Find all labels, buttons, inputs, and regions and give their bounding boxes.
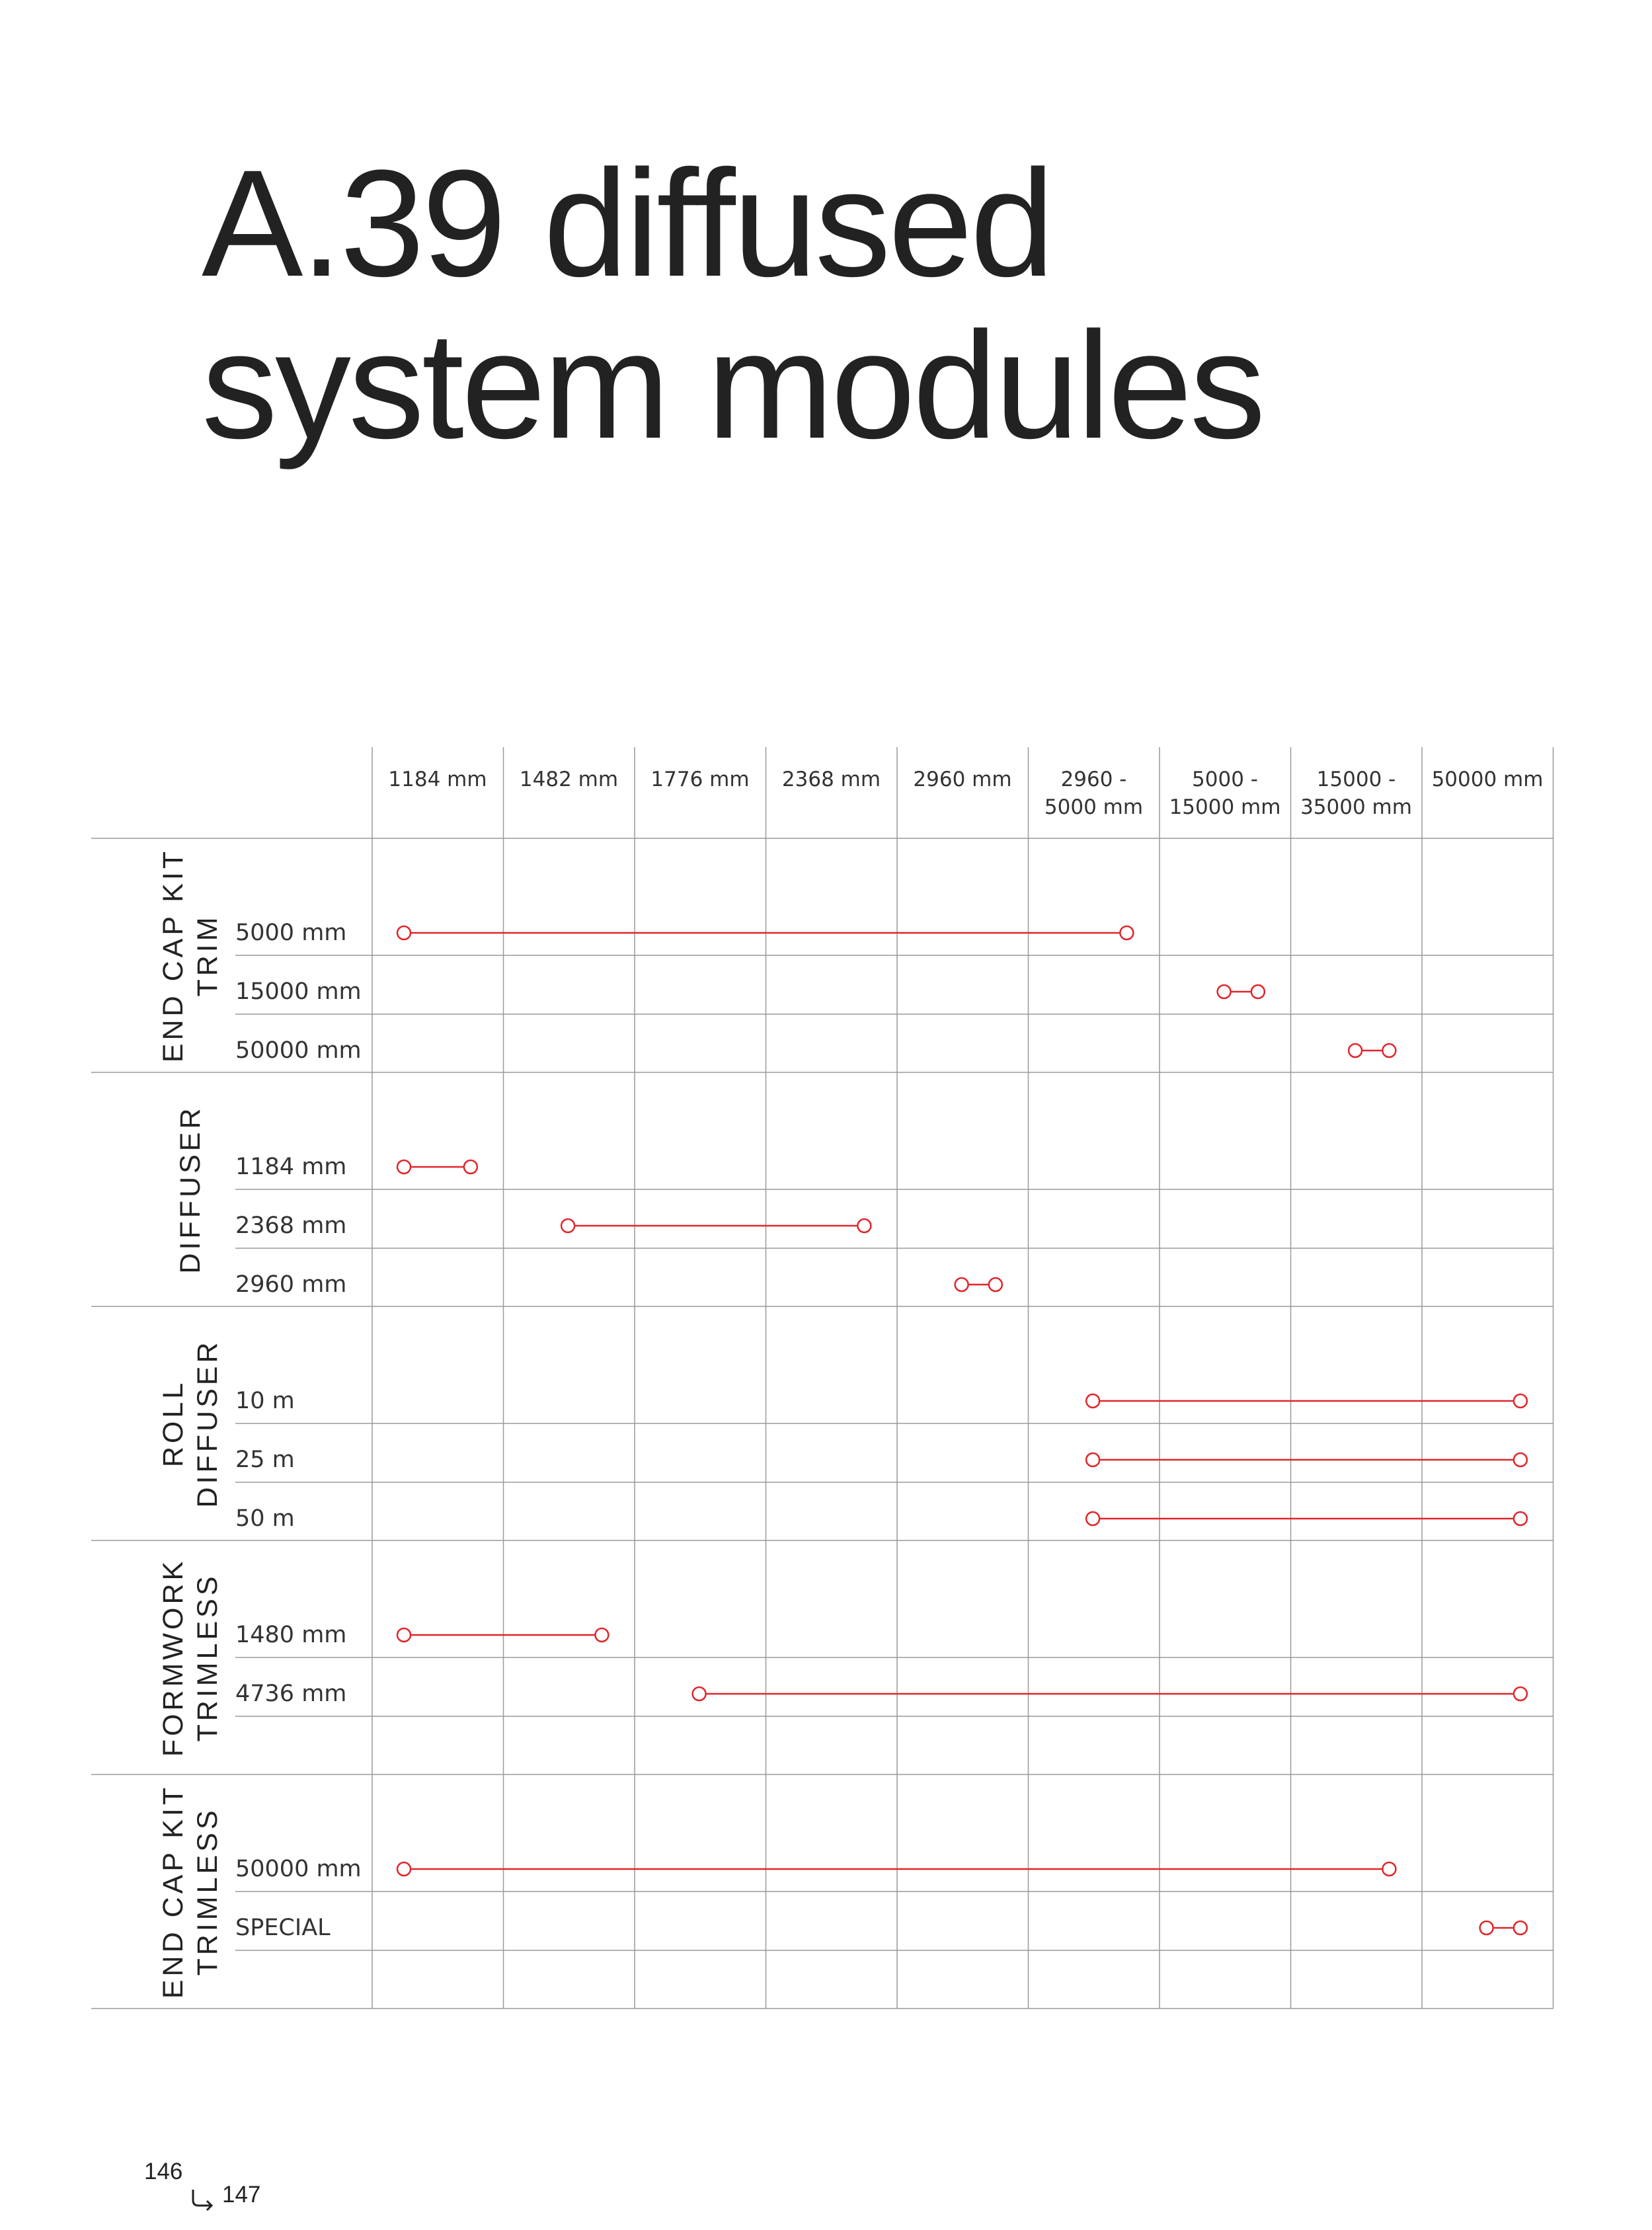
row-label: 50000 mm [235, 1856, 362, 1882]
column-header [897, 766, 1028, 793]
group-label-line: END CAP KIT [157, 1784, 189, 1999]
range-end-marker [1514, 1394, 1527, 1408]
column-header-line: 5000 mm [1044, 795, 1144, 819]
group-label-text [156, 848, 225, 1062]
row-label: 25 m [235, 1447, 295, 1473]
group-label-text [156, 1339, 225, 1508]
group-label-line: FORMWORK [157, 1558, 189, 1757]
column-header-line: 35000 mm [1300, 795, 1412, 819]
range-start-marker [1349, 1044, 1362, 1057]
column-header-line: 1184 mm [388, 768, 487, 791]
row-label: 1480 mm [235, 1622, 347, 1648]
group-label-text [156, 1784, 225, 1999]
next-page-number: 147 [222, 2182, 261, 2208]
column-header [372, 766, 503, 793]
column-header-line: 5000 - [1192, 768, 1258, 791]
column-header-line: 50000 mm [1431, 768, 1544, 791]
group-label-line: TRIMLESS [192, 1807, 223, 1976]
group-label-text [173, 1105, 208, 1274]
row-label: 2368 mm [235, 1213, 347, 1239]
row-label: 1184 mm [235, 1154, 347, 1180]
row-label: 50 m [235, 1505, 295, 1532]
group-label-line: TRIM [192, 914, 223, 997]
range-end-marker [464, 1160, 477, 1174]
range-end-marker [1382, 1044, 1396, 1057]
return-arrow-icon [189, 2187, 216, 2213]
range-end-marker [595, 1628, 608, 1642]
range-end-marker [1514, 1687, 1527, 1700]
row-label: 15000 mm [235, 978, 362, 1005]
group-label-line: TRIMLESS [192, 1573, 223, 1742]
title-line-1: A.39 diffused [202, 138, 1052, 308]
range-end-marker [1251, 985, 1265, 998]
range-start-marker [1480, 1921, 1493, 1934]
row-label: 10 m [235, 1388, 295, 1414]
title-line-2: system modules [202, 300, 1263, 470]
range-end-marker [1382, 1862, 1396, 1876]
column-header [1291, 766, 1422, 821]
range-end-marker [857, 1219, 871, 1232]
column-header [766, 766, 897, 793]
range-start-marker [397, 1862, 411, 1876]
group-label-line: ROLL [157, 1379, 189, 1468]
column-header-line: 1776 mm [650, 768, 750, 791]
group-label-line: DIFFUSER [175, 1105, 206, 1274]
range-start-marker [1218, 985, 1231, 998]
range-end-marker [1514, 1921, 1527, 1934]
range-end-marker [1514, 1512, 1527, 1525]
column-header-line: 2960 - [1060, 768, 1127, 791]
range-start-marker [397, 1160, 411, 1174]
row-label: 4736 mm [235, 1681, 347, 1707]
range-end-marker [1514, 1453, 1527, 1466]
range-start-marker [561, 1219, 574, 1232]
range-start-marker [693, 1687, 706, 1700]
range-start-marker [1086, 1512, 1099, 1525]
column-header [1160, 766, 1290, 821]
row-label: SPECIAL [235, 1915, 331, 1941]
range-start-marker [397, 926, 411, 939]
row-label: 2960 mm [235, 1271, 347, 1298]
column-header-line: 15000 mm [1169, 795, 1281, 819]
page-number: 146 [144, 2159, 183, 2184]
range-start-marker [955, 1278, 968, 1291]
column-header-line: 2960 mm [913, 768, 1012, 791]
column-header-line: 2368 mm [781, 768, 881, 791]
group-label-line: END CAP KIT [157, 848, 189, 1063]
group-label-line: DIFFUSER [192, 1339, 223, 1508]
column-header [504, 766, 635, 793]
column-header [635, 766, 766, 793]
column-header [1029, 766, 1160, 821]
group-label-text [156, 1558, 225, 1757]
range-end-marker [989, 1278, 1002, 1291]
range-start-marker [397, 1628, 411, 1642]
range-start-marker [1086, 1394, 1099, 1408]
row-label: 5000 mm [235, 920, 347, 946]
column-header-line: 15000 - [1316, 768, 1396, 791]
range-end-marker [1120, 926, 1133, 939]
row-label: 50000 mm [235, 1037, 362, 1064]
column-header [1422, 766, 1553, 793]
column-header-line: 1482 mm [519, 768, 619, 791]
range-start-marker [1086, 1453, 1099, 1466]
